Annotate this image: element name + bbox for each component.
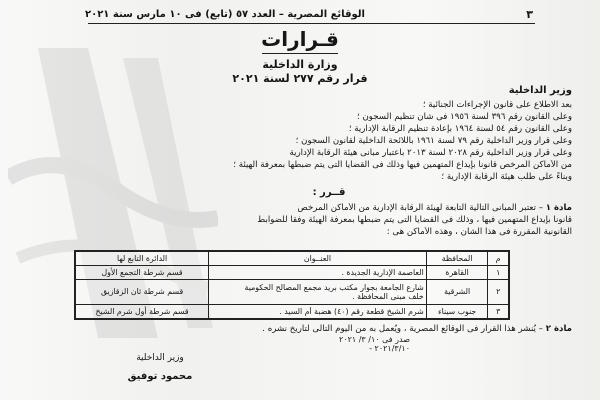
department-cell: قسم شرطة أول شرم الشيخ bbox=[76, 304, 209, 318]
preamble-line: وعلى قرار وزير الداخلية رقم ٢٠٢٨ لسنة ٢٠١٣ باعتبار مبانى هيئة الرقابة الإدارية bbox=[289, 148, 572, 158]
article-two-label: مادة ٢ bbox=[545, 324, 572, 334]
issued-date-line: صدر فى ١٠/ ٣/ ٢٠٢١ bbox=[338, 335, 410, 344]
table-row bbox=[76, 266, 509, 280]
governorate-column-header: المحافظة bbox=[426, 252, 488, 266]
governorate-cell: الشرقية bbox=[426, 280, 488, 305]
department-column-header: الدائرة التابع لها bbox=[76, 252, 209, 266]
article-two-text: – يُنشر هذا القرار فى الوقائع المصرية ، ويُعمل به من اليوم التالى لتاريخ نشره . bbox=[262, 324, 546, 334]
header-divider bbox=[88, 23, 535, 24]
address-cell bbox=[209, 304, 427, 318]
signature-name: محمود توفيق bbox=[127, 371, 193, 382]
table-header-row bbox=[76, 252, 509, 266]
department-cell: قسم شرطة التجمع الأول bbox=[76, 266, 209, 280]
row-number: ٢ bbox=[488, 280, 509, 305]
issued-date bbox=[250, 335, 410, 353]
address-cell bbox=[209, 266, 427, 280]
locations-table bbox=[74, 250, 510, 320]
signer-heading: وزير الداخلية bbox=[508, 85, 572, 96]
main-title: قـرارات bbox=[261, 27, 339, 51]
decides-heading: قــرر : bbox=[312, 187, 346, 198]
issued-date-line: ٢٠٢١/٣/١٠ - bbox=[369, 344, 410, 353]
table-row bbox=[76, 280, 509, 305]
table-row bbox=[76, 304, 509, 318]
decision-title-block bbox=[210, 28, 390, 86]
decision-number: قرار رقم ٢٧٧ لسنة ٢٠٢١ bbox=[232, 72, 368, 85]
address-line: شارع الجامعة بجوار مكتب بريد مجمع المصالح الحكومية bbox=[244, 282, 424, 292]
gazette-header bbox=[85, 5, 535, 23]
address-line: العاصمة الإدارية الجديدة . bbox=[341, 268, 424, 278]
article-one-line: القانونية المقررة فى هذا الشأن ، وهذه الأماكن هى : bbox=[386, 227, 572, 237]
preamble-line: وعلى القانون رقم ٣٩٦ لسنة ١٩٥٦ فى شأن تنظيم السجون ؛ bbox=[357, 112, 572, 122]
signature-block bbox=[100, 352, 220, 383]
address-cell bbox=[209, 280, 427, 305]
publication-line: الوقائع المصرية – العدد ٥٧ (تابع) فى ١٠ مارس سنة ٢٠٢١ bbox=[85, 8, 365, 20]
article-one-line bbox=[86, 203, 572, 215]
address-line: شرم الشيخ قطعة رقم (٤٠) هضبة أم السيد . bbox=[279, 306, 424, 316]
governorate-cell: جنوب سيناء bbox=[426, 304, 488, 318]
signature-title: وزير الداخلية bbox=[136, 353, 184, 363]
locations-grid bbox=[75, 251, 509, 319]
number-column-header: م bbox=[488, 252, 509, 266]
preamble-line: بعد الاطلاع على قانون الإجراءات الجنائية ؛ bbox=[422, 100, 572, 110]
preamble-line: من الأماكن المرخص قانوناً بإيداع المتهمين فيها وذلك فى القضايا التى يتم ضبطها بمعرفة الهيئة ؛ bbox=[233, 160, 572, 170]
row-number: ١ bbox=[488, 266, 509, 280]
preamble-line: وعلى قرار وزير الداخلية رقم ٧٩ لسنة ١٩٦١ باللائحة الداخلية لقانون السجون ؛ bbox=[295, 136, 572, 146]
row-number: ٣ bbox=[488, 304, 509, 318]
address-line: خلف مبنى المحافظة . bbox=[352, 291, 424, 301]
department-cell: قسم شرطة ثان الزقازيق bbox=[76, 280, 209, 305]
preamble-line: وعلى القانون رقم ٥٤ لسنة ١٩٦٤ بإعادة تنظيم الرقابة الإدارية ؛ bbox=[348, 124, 572, 134]
governorate-cell: القاهرة bbox=[426, 266, 488, 280]
article-two bbox=[102, 324, 572, 335]
article-one-line: قانوناً بإيداع المتهمين فيها ، وذلك فى القضايا التى يتم ضبطها بمعرفة الهيئة وفقاً للضوابط bbox=[257, 215, 572, 225]
page-number: ٣ bbox=[526, 7, 533, 21]
ministry-title: وزارة الداخلية bbox=[262, 58, 338, 71]
decision-body bbox=[86, 85, 572, 239]
article-one-label: مادة ١ bbox=[545, 203, 572, 213]
article-one-text: – تعتبر المبانى التالية التابعة لهيئة الرقابة الإدارية من الأماكن المرخص bbox=[297, 203, 546, 213]
title-divider bbox=[262, 53, 338, 54]
address-column-header: العنــوان bbox=[209, 252, 427, 266]
preamble-line: وبناءً على طلب هيئة الرقابة الإدارية ؛ bbox=[441, 172, 572, 182]
